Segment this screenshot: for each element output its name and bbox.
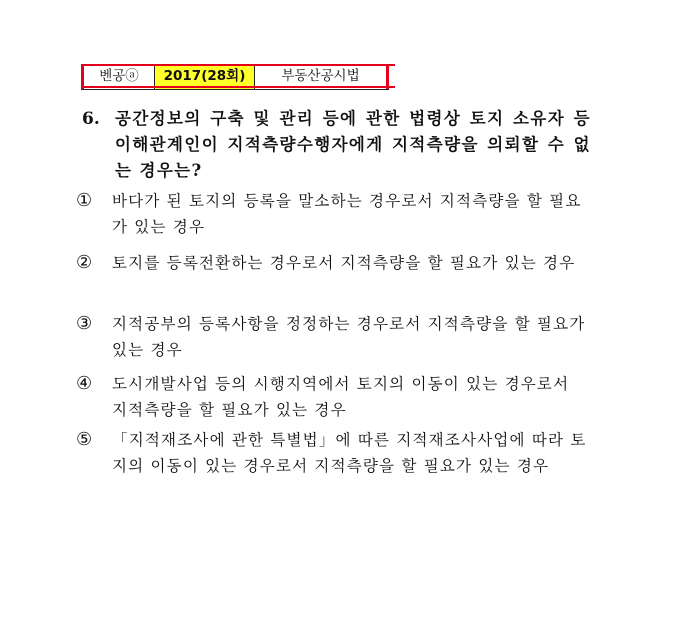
option-marker: ③ bbox=[76, 313, 93, 334]
option-marker: ② bbox=[76, 252, 93, 273]
option-text: 바다가 된 토지의 등록을 말소하는 경우로서 지적측량을 할 필요가 있는 경우 bbox=[112, 192, 582, 236]
subject-tag: 벤공ⓐ bbox=[81, 65, 155, 89]
tag-bar-bottom-border bbox=[81, 86, 395, 88]
law-subject-tag: 부동산공시법 bbox=[255, 65, 389, 89]
option-marker: ④ bbox=[76, 373, 93, 394]
option-marker: ⑤ bbox=[76, 429, 93, 450]
question-text: 공간정보의 구축 및 관리 등에 관한 법령상 토지 소유자 등 이해관계인이 지적측량수행자에게 지적측량을 의뢰할 수 없는 경우는? bbox=[115, 109, 591, 180]
exam-year-tag: 2017(28회) bbox=[155, 65, 255, 89]
tag-bar-top-border bbox=[81, 64, 395, 66]
option-text: 지적공부의 등록사항을 정정하는 경우로서 지적측량을 할 필요가 있는 경우 bbox=[112, 315, 586, 359]
option-text: 「지적재조사에 관한 특별법」에 따른 지적재조사사업에 따라 토지의 이동이 있는 경우로서 지적측량을 할 필요가 있는 경우 bbox=[112, 431, 587, 475]
question-number: 6. bbox=[82, 109, 100, 129]
option-marker: ① bbox=[76, 190, 93, 211]
option-text: 도시개발사업 등의 시행지역에서 토지의 이동이 있는 경우로서 지적측량을 할 필요가 있는 경우 bbox=[112, 375, 570, 419]
option-text: 토지를 등록전환하는 경우로서 지적측량을 할 필요가 있는 경우 bbox=[112, 254, 576, 272]
